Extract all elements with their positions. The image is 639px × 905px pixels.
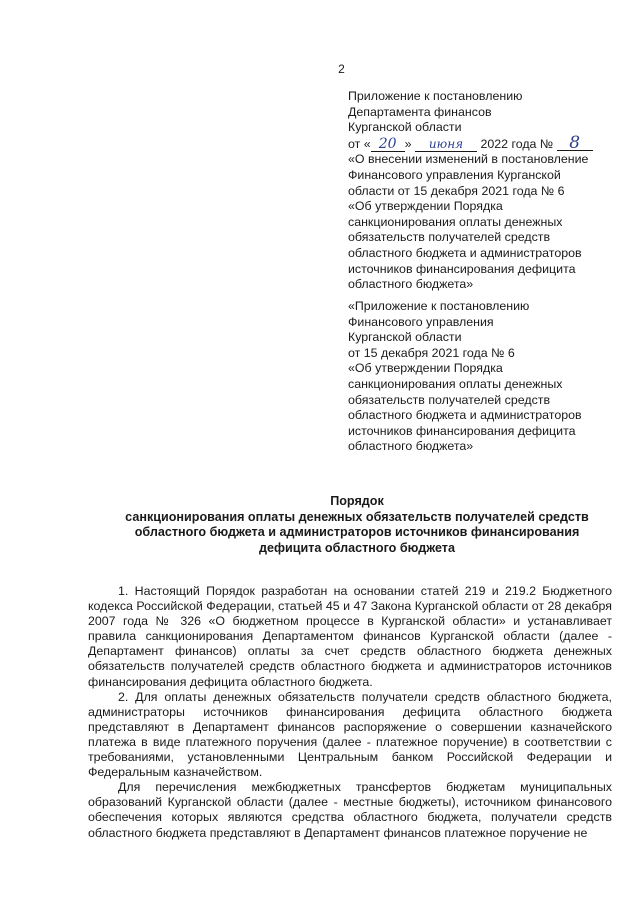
paragraph: 2. Для оплаты денежных обязательств получатели средств областного бюджета, администраторы источников финансирования дефицита областного бюджета представляют в Департамент финансов распоряжение о совершении казначейского платежа в виде платежного поручения (далее - платежное поручение) в соответствии с требованиями, установленными Центральным банком Российской Федерации и Федеральным казначейством. xyxy=(88,689,612,780)
appendix-line: санкционирования оплаты денежных xyxy=(348,376,563,391)
appendix-line: источников финансирования дефицита xyxy=(348,261,576,276)
appendix-line: обязательств получателей средств xyxy=(348,230,551,245)
handwritten-doc-number: 8 xyxy=(557,136,593,151)
appendix-line: санкционирования оплаты денежных xyxy=(348,214,563,229)
title-line: Порядок xyxy=(330,494,384,508)
appendix-line: Курганской области xyxy=(348,120,462,135)
date-year: 2022 года № xyxy=(480,136,554,151)
appendix-line: обязательств получателей средств xyxy=(348,392,551,407)
appendix-line: «Об утверждении Порядка xyxy=(348,361,503,376)
appendix-line: от 15 декабря 2021 года № 6 xyxy=(348,345,515,360)
appendix-line: областного бюджета и администраторов xyxy=(348,408,582,423)
appendix-current-header xyxy=(348,89,610,293)
appendix-original-header xyxy=(348,299,610,455)
appendix-line: Департамента финансов xyxy=(348,104,492,119)
document-title xyxy=(108,494,606,556)
appendix-line: областного бюджета» xyxy=(348,277,474,292)
handwritten-month: июня xyxy=(415,137,477,152)
appendix-line: «Приложение к постановлению xyxy=(348,299,530,313)
date-mid: » xyxy=(404,136,412,151)
handwritten-day: 20 xyxy=(371,137,405,152)
appendix-line: области от 15 декабря 2021 года № 6 xyxy=(348,183,565,198)
appendix-line: Финансового управления Курганской xyxy=(348,167,561,182)
appendix-line: «О внесении изменений в постановление xyxy=(348,152,589,167)
appendix-line: источников финансирования дефицита xyxy=(348,423,576,438)
title-line: дефицита областного бюджета xyxy=(259,540,455,555)
appendix-line: Финансового управления xyxy=(348,314,494,329)
document-body xyxy=(88,584,612,841)
date-prefix: от « xyxy=(348,136,371,151)
appendix-line: областного бюджета» xyxy=(348,439,474,454)
title-line: областного бюджета и администраторов источников финансирования xyxy=(134,525,580,540)
appendix-line: областного бюджета и администраторов xyxy=(348,245,582,260)
appendix-line: Приложение к постановлению xyxy=(348,89,523,103)
appendix-line: «Об утверждении Порядка xyxy=(348,199,503,214)
page-number: 2 xyxy=(338,62,345,76)
appendix-date-line xyxy=(348,132,610,153)
title-line: санкционирования оплаты денежных обязательств получателей средств xyxy=(125,509,589,524)
paragraph: 1. Настоящий Порядок разработан на основании статей 219 и 219.2 Бюджетного кодекса Российской Федерации, статьей 45 и 47 Закона Курганской области от 28 декабря 2007 года № 326 «О бюджетном процессе в Курганской области» и устанавливает правила санкционирования Департаментом финансов Курганской области (далее - Департамент финансов) оплаты за счет средств областного бюджета денежных обязательств получателей средств областного бюджета и администраторов источников финансирования дефицита областного бюджета. xyxy=(88,584,612,689)
appendix-line: Курганской области xyxy=(348,330,462,345)
paragraph: Для перечисления межбюджетных трансфертов бюджетам муниципальных образований Курганской области (далее - местные бюджеты), источником финансового обеспечения которых являются средства областного бюджета, получатели средств областного бюджета представляют в Департамент финансов платежное поручение не xyxy=(88,780,612,840)
